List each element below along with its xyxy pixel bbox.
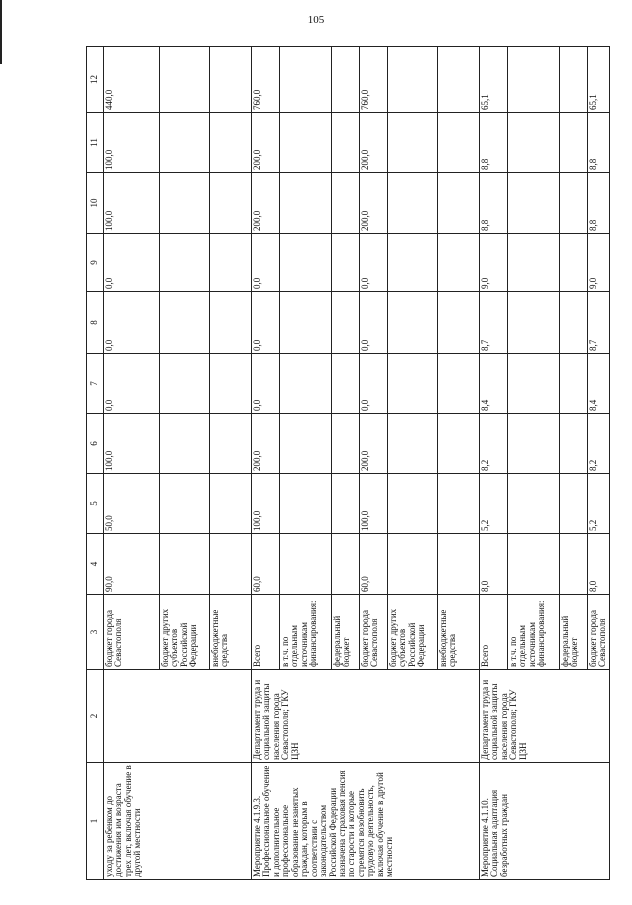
table-row <box>252 47 280 880</box>
value-cell: 0,0 <box>252 234 280 292</box>
page-number: 105 <box>307 14 325 26</box>
value-cell: 440,0 <box>104 47 160 113</box>
value-cell: 0,0 <box>104 234 160 292</box>
column-header: 8 <box>87 292 104 354</box>
budget-table <box>86 46 610 880</box>
source-cell: федеральный бюджет <box>332 595 360 670</box>
source-cell: Всего <box>480 595 508 670</box>
column-header: 3 <box>87 595 104 670</box>
table-row <box>104 47 160 880</box>
value-cell: 0,0 <box>360 292 388 354</box>
source-cell: внебюджетные средства <box>210 595 252 670</box>
value-cell: 8,4 <box>480 354 508 414</box>
value-cell: 200,0 <box>252 113 280 173</box>
column-header: 11 <box>87 113 104 173</box>
table-row <box>480 47 508 880</box>
value-cell: 8,7 <box>588 292 610 354</box>
value-cell: 100,0 <box>104 414 160 474</box>
source-cell: в т.ч. по отдельным источникам финансирования: <box>508 595 560 670</box>
column-header: 12 <box>87 47 104 113</box>
value-cell: 8,2 <box>588 414 610 474</box>
value-cell: 760,0 <box>252 47 280 113</box>
value-cell: 9,0 <box>588 234 610 292</box>
executor-cell <box>104 670 252 763</box>
value-cell: 200,0 <box>360 414 388 474</box>
value-cell: 8,8 <box>480 173 508 234</box>
column-header: 10 <box>87 173 104 234</box>
source-cell: бюджет других субъектов Российской Федерации <box>388 595 438 670</box>
activity-cell: уходу за ребенком до достижения им возраста трех лет, включая обучение в другой местности <box>104 763 252 880</box>
value-cell: 100,0 <box>104 173 160 234</box>
column-header: 1 <box>87 763 104 880</box>
value-cell: 200,0 <box>252 414 280 474</box>
value-cell: 65,1 <box>480 47 508 113</box>
value-cell: 60,0 <box>252 534 280 595</box>
source-cell: бюджет города Севастополя <box>588 595 610 670</box>
source-cell: в т.ч. по отдельным источникам финансирования: <box>280 595 332 670</box>
value-cell: 8,7 <box>480 292 508 354</box>
value-cell: 90,0 <box>104 534 160 595</box>
column-header: 6 <box>87 414 104 474</box>
value-cell: 0,0 <box>360 234 388 292</box>
value-cell: 100,0 <box>252 474 280 534</box>
column-header: 4 <box>87 534 104 595</box>
executor-cell: Департамент труда и социальной защиты населения города Севастополя; ГКУ ЦЗН <box>252 670 480 763</box>
value-cell: 8,8 <box>588 173 610 234</box>
value-cell: 9,0 <box>480 234 508 292</box>
source-cell: внебюджетные средства <box>438 595 480 670</box>
value-cell: 50,0 <box>104 474 160 534</box>
rotated-table-container <box>86 47 608 880</box>
value-cell: 0,0 <box>104 292 160 354</box>
column-header: 2 <box>87 670 104 763</box>
column-header: 5 <box>87 474 104 534</box>
value-cell: 5,2 <box>588 474 610 534</box>
value-cell: 200,0 <box>252 173 280 234</box>
column-header: 9 <box>87 234 104 292</box>
column-header: 7 <box>87 354 104 414</box>
value-cell: 0,0 <box>360 354 388 414</box>
value-cell: 8,0 <box>480 534 508 595</box>
value-cell: 60,0 <box>360 534 388 595</box>
value-cell: 5,2 <box>480 474 508 534</box>
value-cell: 8,8 <box>480 113 508 173</box>
value-cell: 0,0 <box>252 354 280 414</box>
source-cell: бюджет других субъектов Российской Федерации <box>160 595 210 670</box>
value-cell: 0,0 <box>252 292 280 354</box>
activity-cell: Мероприятие 4.1.10. Социальная адаптация безработных граждан <box>480 763 610 880</box>
value-cell: 65,1 <box>588 47 610 113</box>
activity-cell: Мероприятие 4.1.9.3. Профессиональное обучение и дополнительное профессиональное образование незанятых граждан, которым в соответствии с законодательством Российской Федерации назначена страховая пенсия по старости и которые стремятся возобновить трудовую деятельность, включая обучение в другой местности <box>252 763 480 880</box>
source-cell: бюджет города Севастополя <box>360 595 388 670</box>
source-cell: бюджет города Севастополя <box>104 595 160 670</box>
executor-cell: Департамент труда и социальной защиты населения города Севастополя; ГКУ ЦЗН <box>480 670 610 763</box>
value-cell: 8,0 <box>588 534 610 595</box>
value-cell: 760,0 <box>360 47 388 113</box>
value-cell: 100,0 <box>104 113 160 173</box>
header-row <box>87 47 104 880</box>
page-edge-mark <box>0 0 2 64</box>
value-cell: 8,8 <box>588 113 610 173</box>
value-cell: 200,0 <box>360 173 388 234</box>
value-cell: 200,0 <box>360 113 388 173</box>
value-cell: 8,2 <box>480 414 508 474</box>
value-cell: 0,0 <box>104 354 160 414</box>
source-cell: федеральный бюджет <box>560 595 588 670</box>
value-cell: 100,0 <box>360 474 388 534</box>
value-cell: 8,4 <box>588 354 610 414</box>
source-cell: Всего <box>252 595 280 670</box>
